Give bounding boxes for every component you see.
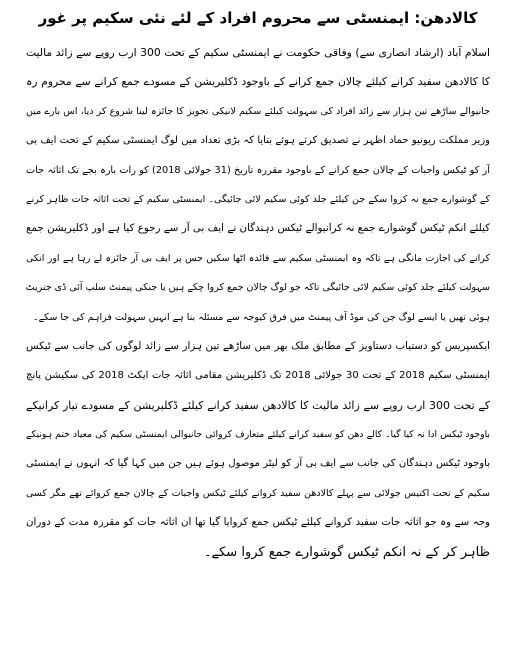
article-line: وزیر مملکت ریونیو حماد اظہر نے تصدیق کرتے ہوئے بتایا کہ بڑی تعداد میں لوگ ایمنسٹی سکیم کے تحت ایف بی [26, 135, 490, 147]
article-line: کے تحت 300 ارب روپے سے زائد مالیت کا کالادھن سفید کرانے کیلئے ڈکلیریشن کے مسودے تیار کرانیکے [26, 398, 490, 412]
article-line: ظاہر کر کے نہ انکم ٹیکس گوشوارے جمع کروا سکے۔ [203, 544, 490, 560]
article-line: کرانے کی اجازت مانگی ہے تاکہ وہ ایمنسٹی سکیم سے فائدہ اٹھا سکیں جس پر ایف بی آر جائزہ لے رہا ہے اور انکی [26, 252, 490, 264]
article-line: جانیوالے ساڑھے تین ہزار سے زائد افراد کی سہولت کیلئے سکیم لانیکی تجویز کا جائزہ لینا شروع کر دیا، اس بارے میں [26, 105, 490, 117]
article-line: ہوئی تھیں یا ایسے لوگ جن کی موڈ آف پیمنٹ میں فرق کیوجہ سے مسئلہ بنا ہے انہیں سہولت فراہم کی جا سکے۔ [33, 311, 490, 323]
article-line: کا کالادھن سفید کرانے کیلئے چالان جمع کرانے کے باوجود ڈکلیریشن کے مسودے جمع کرانے سے محروم رہ [26, 75, 490, 89]
article-line: کے گوشوارے جمع نہ کروا سکے جن کیلئے جلد کوئی سکیم لائی جائیگی۔ ایمنسٹی سکیم کے تحت اثاثہ جات ظاہر کرنے [26, 193, 490, 205]
article-line: باوجود ٹیکس ادا نہ کیا گیا۔ کالے دھن کو سفید کرانے کیلئے متعارف کروائی جانیوالی ایمنسٹی سکیم کی معیاد ختم ہونیکے [26, 429, 490, 441]
article-line: آر کو ٹیکس واجبات کے چالان جمع کرانے کے باوجود مقررہ تاریخ (31 جولائی 2018) کو رات بارہ بجے تک اثاثہ جات [26, 164, 490, 176]
article-line: سکیم کے تحت اکتیس جولائی سے پہلے کالادھن سفید کروانے کیلئے ٹیکس واجبات کے چالان جمع کروائے تھے مگر کسی [26, 487, 490, 499]
article-line: اسلام آباد (ارشاد انصاری سے) وفاقی حکومت نے ایمنسٹی سکیم کے تحت 300 ارب روپے سے زائد مالیت [26, 46, 490, 59]
article-headline: کالادھن: ایمنسٹی سے محروم افراد کے لئے نئی سکیم پر غور [38, 9, 478, 27]
article-line: وجہ سے وہ جو اثاثہ جات سفید کروانے کیلئے ٹیکس جمع کروایا گیا تھا ان اثاثہ جات کو مقررہ مدت کے دوران [26, 516, 490, 529]
article-body [26, 38, 490, 567]
article-line: ایکسپریس کو دستیاب دستاویز کے مطابق ملک بھر میں ساڑھے تین ہزار سے زائد لوگوں کی جانب سے ٹیکس [26, 339, 490, 352]
article-line: ایمنسٹی سکیم 2018 کے تحت 30 جولائی 2018 تک ڈکلیریشن مقامی اثاثہ جات ایکٹ 2018 کی سکیشن پانچ [26, 370, 490, 382]
article-line: باوجود ٹیکس دہندگان کی جانب سے ایف بی آر کو لیٹر موصول ہوئے ہیں جن میں کہا گیا کہ انہوں نے ایمنسٹی [26, 458, 490, 470]
article-line: سہولت کیلئے جلد کوئی سکیم لائی جائیگی تاکہ جو لوگ چالان جمع کروا چکے ہیں یا جنکی پیمنٹ سلپ آئی ڈی جنریٹ [26, 282, 490, 294]
article-line: کیلئے انکم ٹیکس گوشوارے جمع نہ کرانیوالے ٹیکس دہندگان نے ایف بی آر سے رجوع کیا ہے اور ڈکلیریشن جمع [26, 222, 490, 235]
